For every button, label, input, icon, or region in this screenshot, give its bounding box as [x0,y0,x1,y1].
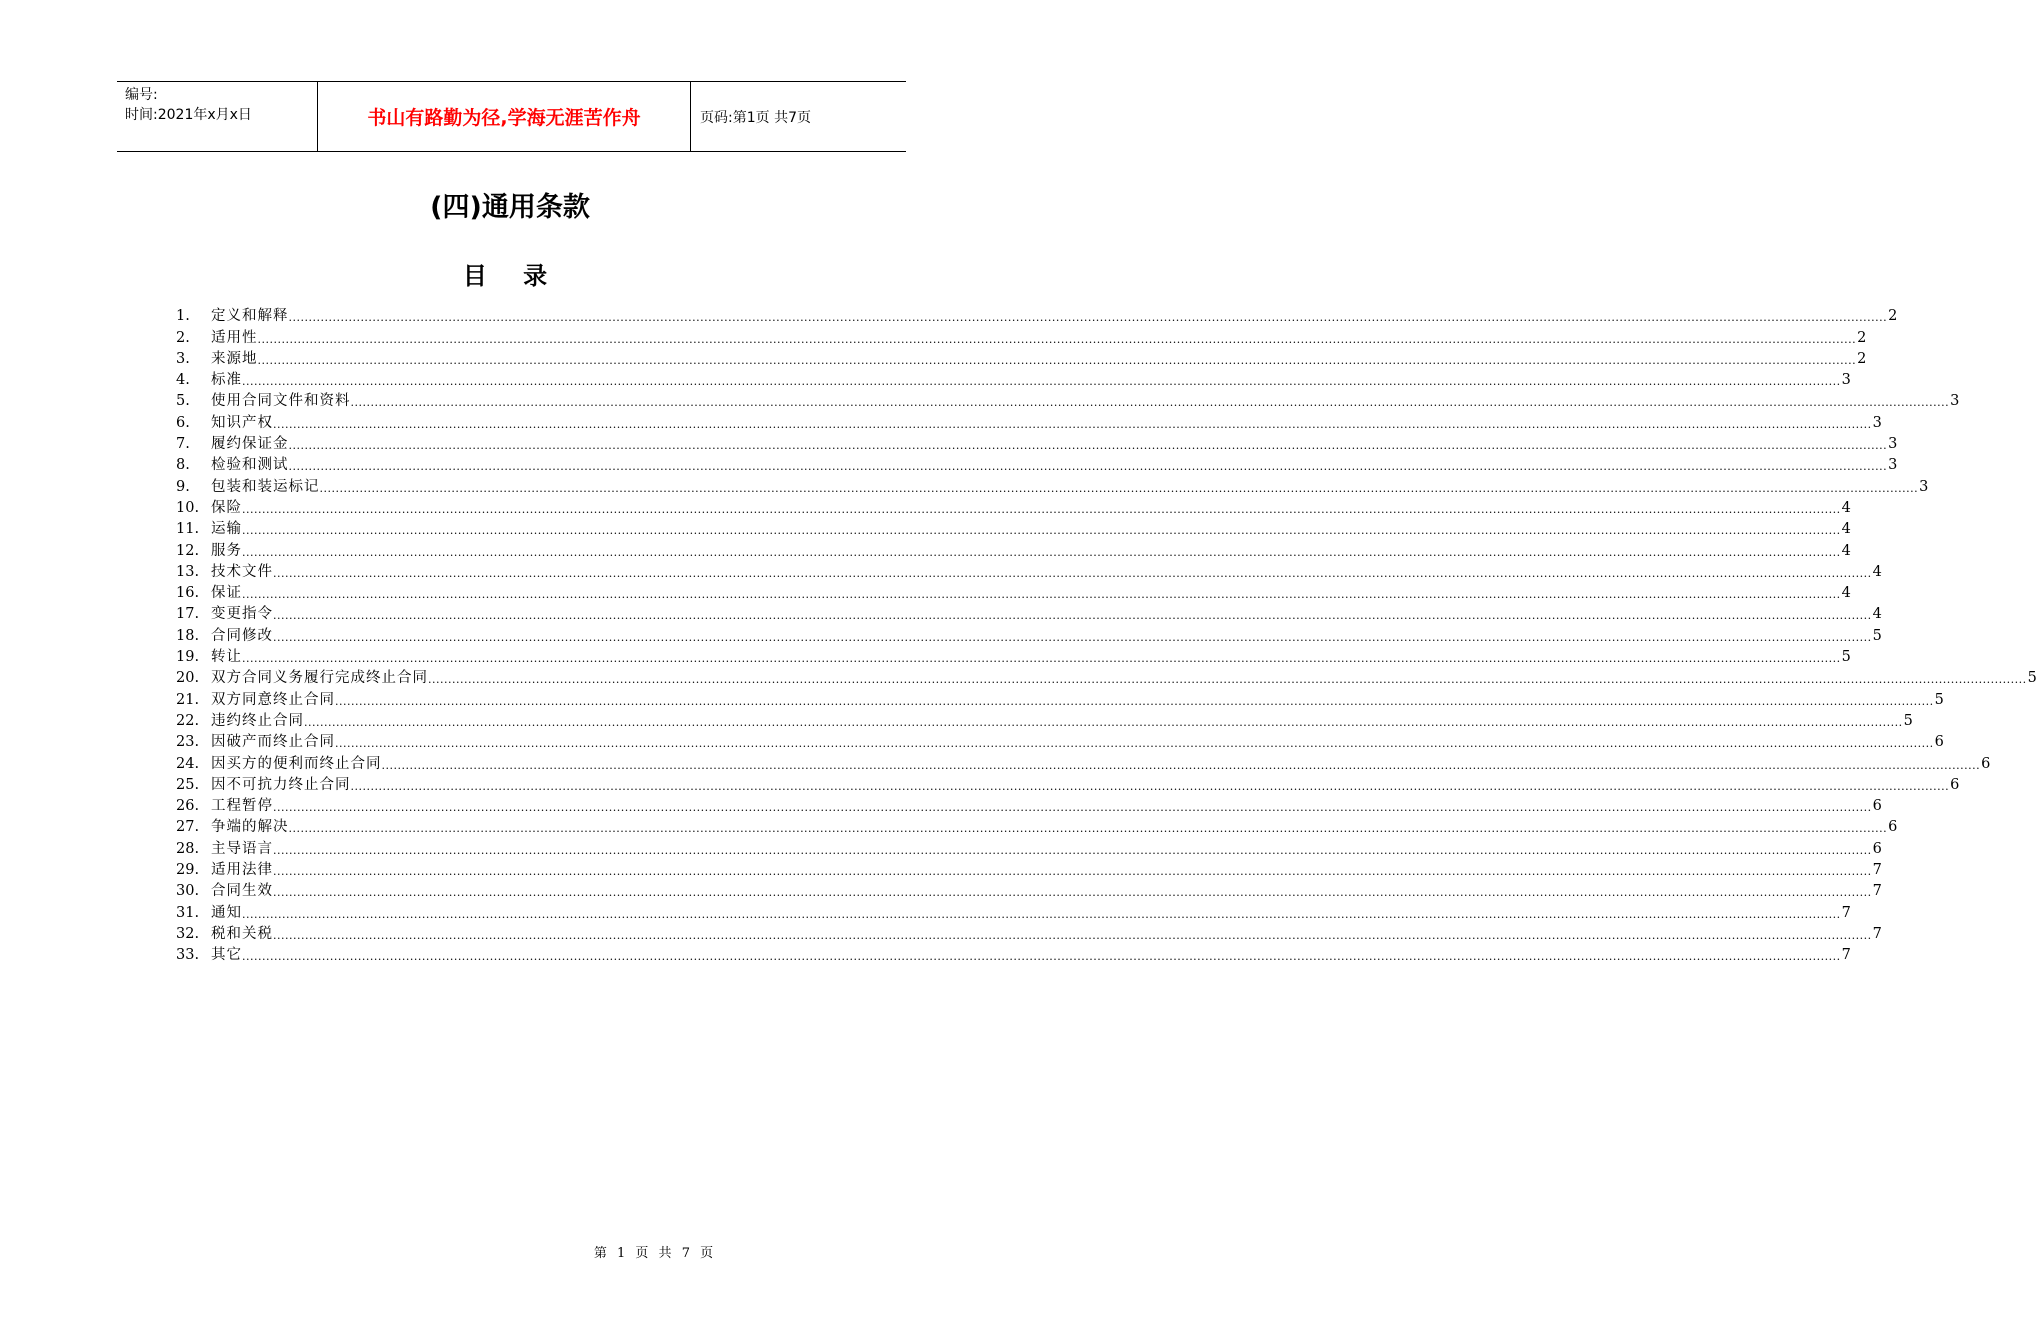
toc-entry-number: 10. [176,499,200,516]
toc-entry[interactable] [176,945,1851,966]
page-header [117,81,906,152]
toc-entry-number: 9. [176,478,190,495]
toc-entry-page: 4 [1841,499,1851,516]
toc-entry-number: 30. [176,883,200,900]
toc-entry-number: 6. [176,414,190,431]
toc-leader-dots: ................................................................................................................................................................................................................................................................................................................................................................................................................ [242,588,1841,602]
toc-entry-number: 4. [176,372,190,389]
toc-entry-title: 合同修改 [211,627,273,644]
toc-entry-number: 24. [176,755,200,772]
toc-entry-number: 3. [176,350,190,367]
toc-leader-dots: ................................................................................................................................................................................................................................................................................................................................................................................................................ [273,865,1872,879]
toc-entry-title: 适用法律 [211,862,273,879]
toc-entry-title: 技术文件 [211,563,273,580]
toc-entry[interactable] [176,775,1960,796]
toc-entry-title: 履约保证金 [211,436,289,453]
toc-entry[interactable] [176,498,1851,519]
toc-entry-number: 12. [176,542,200,559]
toc-entry-number: 19. [176,649,200,666]
toc-entry-title: 服务 [211,542,242,559]
toc-leader-dots: ................................................................................................................................................................................................................................................................................................................................................................................................................ [273,843,1872,857]
toc-entry[interactable] [176,604,1882,625]
toc-leader-dots: ................................................................................................................................................................................................................................................................................................................................................................................................................ [288,822,1888,836]
toc-entry[interactable] [176,881,1882,902]
toc-entry-title: 主导语言 [211,840,273,857]
toc-entry-page: 2 [1857,350,1867,367]
toc-entry-title: 双方合同义务履行完成终止合同 [211,670,428,687]
toc-leader-dots: ................................................................................................................................................................................................................................................................................................................................................................................................................ [273,886,1872,900]
toc-entry-number: 26. [176,798,200,815]
toc-entry[interactable] [176,349,1867,370]
toc-leader-dots: ................................................................................................................................................................................................................................................................................................................................................................................................................ [273,801,1872,815]
toc-entry-page: 6 [1950,776,1960,793]
toc-entry[interactable] [176,711,1913,732]
toc-leader-dots: ................................................................................................................................................................................................................................................................................................................................................................................................................ [335,694,1934,708]
page-footer: 第 1 页 共 7 页 [593,1246,717,1261]
toc-entry-page: 3 [1919,478,1929,495]
toc-entry-number: 16. [176,585,200,602]
toc-entry-page: 4 [1872,563,1882,580]
toc-leader-dots: ................................................................................................................................................................................................................................................................................................................................................................................................................ [242,375,1841,389]
toc-leader-dots: ................................................................................................................................................................................................................................................................................................................................................................................................................ [242,907,1841,921]
toc-leader-dots: ................................................................................................................................................................................................................................................................................................................................................................................................................ [273,609,1872,623]
toc-entry[interactable] [176,391,1960,412]
toc-entry[interactable] [176,583,1851,604]
toc-leader-dots: ................................................................................................................................................................................................................................................................................................................................................................................................................ [242,950,1841,964]
header-page-info: 页码:第1页 共7页 [700,109,811,126]
toc-entry-title: 因买方的便利而终止合同 [211,755,382,772]
toc-entry-number: 29. [176,862,200,879]
toc-entry-page: 7 [1872,925,1882,942]
toc-entry-page: 2 [1888,308,1898,325]
toc-entry-number: 13. [176,563,200,580]
toc-leader-dots: ................................................................................................................................................................................................................................................................................................................................................................................................................ [288,460,1888,474]
toc-entry-page: 7 [1872,862,1882,879]
toc-entry-number: 33. [176,947,200,964]
toc-entry-page: 4 [1841,585,1851,602]
toc-entry-number: 11. [176,521,200,538]
toc-entry[interactable] [176,924,1882,945]
toc-entry-page: 2 [1857,329,1867,346]
toc-entry[interactable] [176,796,1882,817]
toc-entry[interactable] [176,625,1882,646]
toc-entry[interactable] [176,838,1882,859]
toc-entry-page: 3 [1888,457,1898,474]
toc-entry-page: 3 [1888,436,1898,453]
toc-entry-page: 5 [2027,670,2037,687]
toc-leader-dots: ................................................................................................................................................................................................................................................................................................................................................................................................................ [350,396,1950,410]
toc-entry[interactable] [176,753,1991,774]
toc-entry-page: 7 [1872,883,1882,900]
toc-entry-page: 7 [1841,904,1851,921]
toc-entry[interactable] [176,327,1867,348]
toc-leader-dots: ................................................................................................................................................................................................................................................................................................................................................................................................................ [242,502,1841,516]
toc-leader-dots: ................................................................................................................................................................................................................................................................................................................................................................................................................ [381,758,1981,772]
toc-entry-title: 来源地 [211,350,258,367]
toc-entry-page: 3 [1950,393,1960,410]
toc-entry[interactable] [176,668,2037,689]
toc-entry-title: 争端的解决 [211,819,289,836]
toc-leader-dots: ................................................................................................................................................................................................................................................................................................................................................................................................................ [288,439,1888,453]
toc-entry-number: 2. [176,329,190,346]
toc-entry[interactable] [176,306,1898,327]
toc-leader-dots: ................................................................................................................................................................................................................................................................................................................................................................................................................ [273,417,1872,431]
toc-leader-dots: ................................................................................................................................................................................................................................................................................................................................................................................................................ [288,311,1888,325]
header-motto: 书山有路勤为径,学海无涯苦作舟 [318,82,691,151]
toc-leader-dots: ................................................................................................................................................................................................................................................................................................................................................................................................................ [304,715,1903,729]
toc-entry[interactable] [176,689,1944,710]
toc-entry-page: 6 [1981,755,1991,772]
toc-entry[interactable] [176,370,1851,391]
document-time: 时间:2021年x月x日 [125,107,252,123]
toc-entry-page: 3 [1872,414,1882,431]
table-of-contents [176,306,2037,966]
toc-leader-dots: ................................................................................................................................................................................................................................................................................................................................................................................................................ [273,566,1872,580]
toc-entry-page: 4 [1872,606,1882,623]
toc-entry-title: 检验和测试 [211,457,289,474]
toc-entry-title: 合同生效 [211,883,273,900]
toc-leader-dots: ................................................................................................................................................................................................................................................................................................................................................................................................................ [257,353,1857,367]
toc-entry-title: 税和关税 [211,925,273,942]
toc-entry-title: 工程暂停 [211,798,273,815]
toc-entry-number: 7. [176,436,190,453]
toc-entry-title: 因不可抗力终止合同 [211,776,351,793]
toc-leader-dots: ................................................................................................................................................................................................................................................................................................................................................................................................................ [242,545,1841,559]
toc-entry-page: 4 [1841,521,1851,538]
toc-entry-title: 通知 [211,904,242,921]
toc-entry[interactable] [176,519,1851,540]
toc-entry-title: 运输 [211,521,242,538]
toc-entry-title: 双方同意终止合同 [211,691,335,708]
toc-entry[interactable] [176,476,1929,497]
toc-entry-number: 27. [176,819,200,836]
toc-entry[interactable] [176,647,1851,668]
toc-leader-dots: ................................................................................................................................................................................................................................................................................................................................................................................................................ [242,524,1841,538]
toc-entry-title: 变更指令 [211,606,273,623]
toc-entry-title: 包装和装运标记 [211,478,320,495]
toc-heading: 目 录 [462,262,562,290]
toc-entry-number: 23. [176,734,200,751]
toc-entry[interactable] [176,902,1851,923]
toc-entry-number: 28. [176,840,200,857]
toc-entry-number: 31. [176,904,200,921]
toc-leader-dots: ................................................................................................................................................................................................................................................................................................................................................................................................................ [350,779,1950,793]
header-meta [117,82,318,151]
toc-entry-number: 32. [176,925,200,942]
toc-entry[interactable] [176,562,1882,583]
toc-entry[interactable] [176,412,1882,433]
toc-entry-page: 5 [1903,712,1913,729]
toc-entry-page: 6 [1872,840,1882,857]
toc-leader-dots: ................................................................................................................................................................................................................................................................................................................................................................................................................ [273,630,1872,644]
toc-entry-number: 25. [176,776,200,793]
toc-entry-page: 5 [1841,649,1851,666]
toc-entry-title: 保险 [211,499,242,516]
toc-entry-number: 8. [176,457,190,474]
toc-entry-page: 5 [1872,627,1882,644]
toc-entry[interactable] [176,540,1851,561]
toc-entry-title: 标准 [211,372,242,389]
toc-entry-title: 因破产而终止合同 [211,734,335,751]
toc-entry-title: 适用性 [211,329,258,346]
toc-entry-page: 7 [1841,947,1851,964]
document-title: (四)通用条款 [430,192,590,223]
toc-leader-dots: ................................................................................................................................................................................................................................................................................................................................................................................................................ [428,673,2027,687]
toc-entry-number: 20. [176,670,200,687]
toc-entry-page: 5 [1934,691,1944,708]
toc-entry-title: 违约终止合同 [211,712,304,729]
toc-entry[interactable] [176,455,1898,476]
toc-leader-dots: ................................................................................................................................................................................................................................................................................................................................................................................................................ [335,737,1934,751]
toc-entry-title: 知识产权 [211,414,273,431]
toc-leader-dots: ................................................................................................................................................................................................................................................................................................................................................................................................................ [242,652,1841,666]
toc-entry[interactable] [176,434,1898,455]
toc-leader-dots: ................................................................................................................................................................................................................................................................................................................................................................................................................ [257,332,1857,346]
toc-entry-number: 1. [176,308,190,325]
toc-leader-dots: ................................................................................................................................................................................................................................................................................................................................................................................................................ [273,928,1872,942]
toc-entry-number: 18. [176,627,200,644]
toc-entry[interactable] [176,860,1882,881]
toc-entry-page: 6 [1872,798,1882,815]
toc-entry-title: 转让 [211,649,242,666]
toc-entry-number: 22. [176,712,200,729]
toc-leader-dots: ................................................................................................................................................................................................................................................................................................................................................................................................................ [319,481,1919,495]
toc-entry-page: 3 [1841,372,1851,389]
toc-entry-number: 17. [176,606,200,623]
toc-entry-title: 其它 [211,947,242,964]
document-number-label: 编号: [125,87,158,103]
toc-entry[interactable] [176,817,1898,838]
toc-entry-title: 使用合同文件和资料 [211,393,351,410]
toc-entry-page: 6 [1934,734,1944,751]
toc-entry[interactable] [176,732,1944,753]
toc-entry-title: 定义和解释 [211,308,289,325]
toc-entry-page: 4 [1841,542,1851,559]
toc-entry-number: 21. [176,691,200,708]
toc-entry-number: 5. [176,393,190,410]
toc-entry-title: 保证 [211,585,242,602]
toc-entry-page: 6 [1888,819,1898,836]
